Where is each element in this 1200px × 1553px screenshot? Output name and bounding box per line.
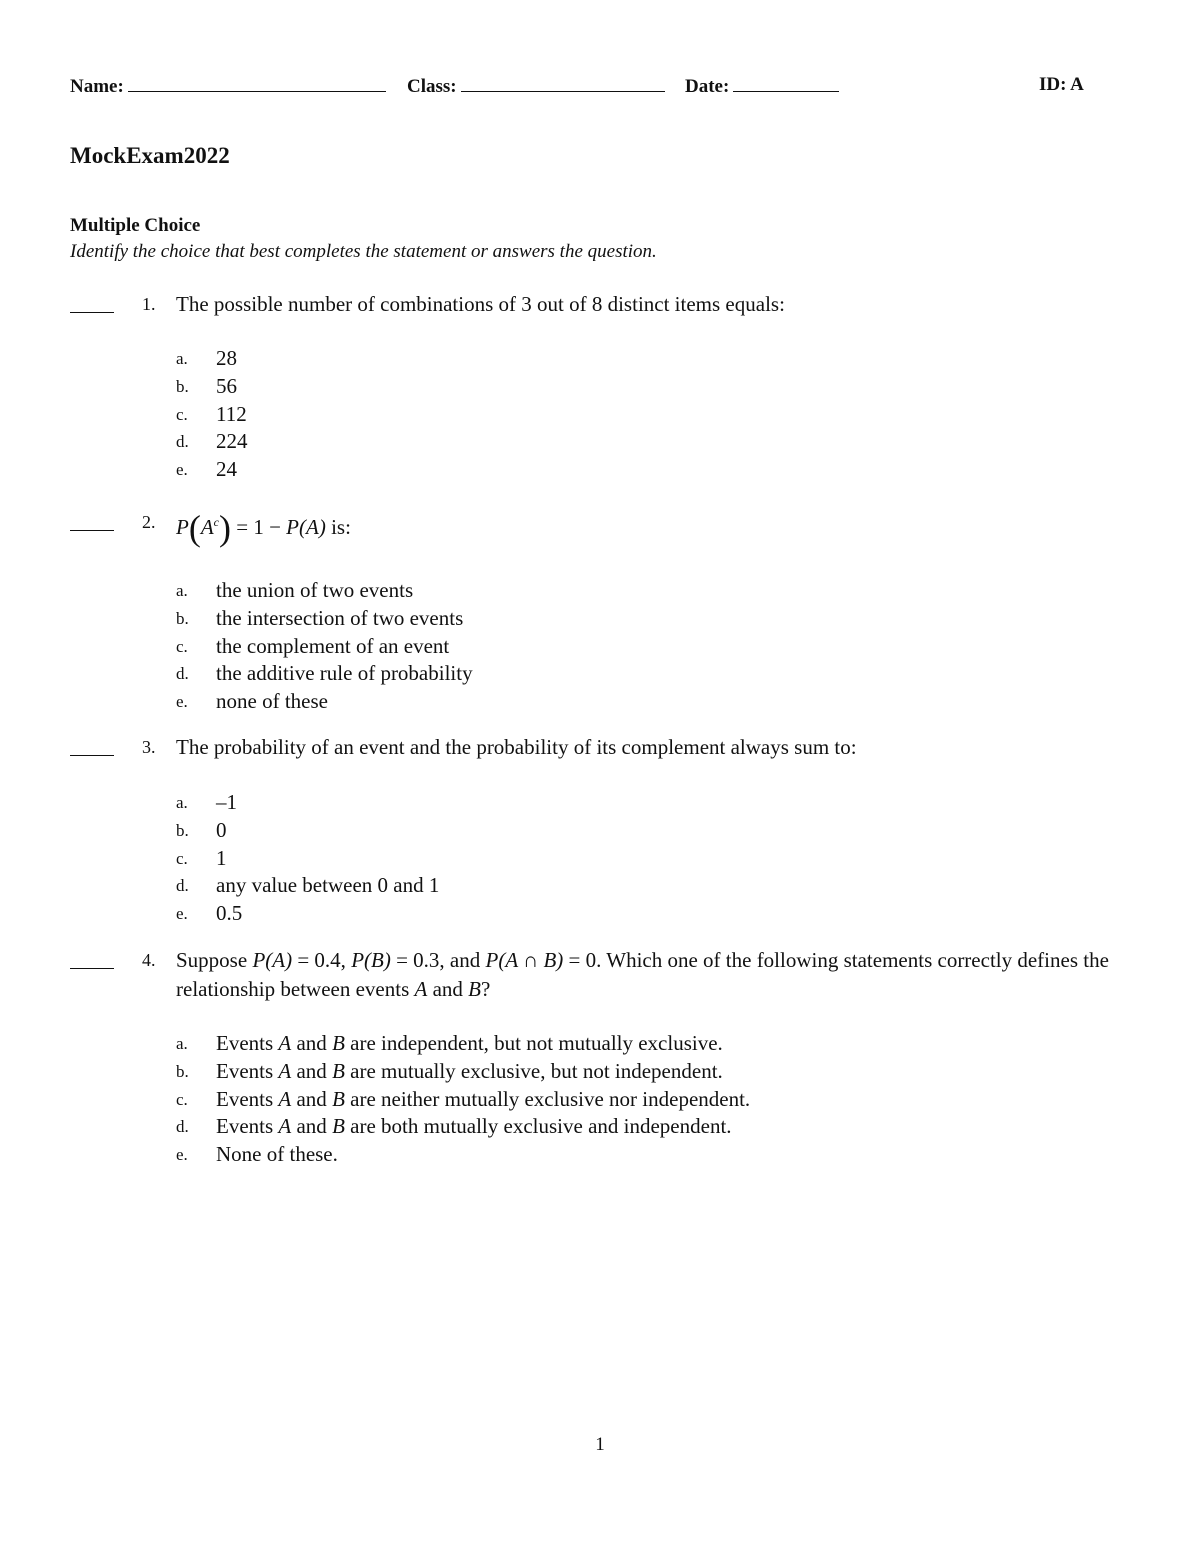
answer-blank[interactable] bbox=[70, 530, 114, 531]
question-number: 4. bbox=[142, 950, 156, 970]
choice-letter: d. bbox=[176, 876, 189, 896]
choice-letter: e. bbox=[176, 692, 188, 712]
choice-text: Events A and B are neither mutually exclusive nor independent. bbox=[216, 1086, 751, 1111]
exam-title: MockExam2022 bbox=[70, 143, 230, 168]
choice-text: Events A and B are both mutually exclusive and independent. bbox=[216, 1114, 732, 1139]
choice-letter: c. bbox=[176, 404, 188, 424]
class-blank[interactable] bbox=[461, 74, 665, 92]
question-number: 1. bbox=[142, 294, 156, 314]
section-title: Multiple Choice bbox=[70, 215, 201, 236]
exam-id: ID: A bbox=[1039, 74, 1084, 95]
choice-letter: d. bbox=[176, 432, 189, 452]
question-number: 3. bbox=[142, 737, 156, 757]
question-text: The probability of an event and the probability of its complement always sum to: bbox=[176, 735, 857, 759]
choice-letter: e. bbox=[176, 1145, 188, 1165]
choice-text: 28 bbox=[216, 346, 237, 370]
choice-text: 0.5 bbox=[216, 901, 243, 926]
choice-letter: a. bbox=[176, 1034, 188, 1053]
choice-text: 112 bbox=[216, 401, 247, 426]
choice-letter: d. bbox=[176, 1117, 189, 1137]
choice-text: 24 bbox=[216, 457, 237, 482]
question-2 bbox=[70, 508, 1130, 714]
choice-text: 1 bbox=[216, 845, 227, 870]
choice-text: Events A and B are independent, but not mutually exclusive. bbox=[216, 1031, 723, 1055]
class-field[interactable] bbox=[407, 74, 665, 98]
section-instructions: Identify the choice that best completes the statement or answers the question. bbox=[70, 241, 657, 262]
name-label: Name: bbox=[70, 76, 124, 97]
choice-text: the complement of an event bbox=[216, 633, 450, 658]
choice-text: any value between 0 and 1 bbox=[216, 873, 440, 898]
choice-letter: a. bbox=[176, 581, 188, 600]
choice-text: none of these bbox=[216, 689, 328, 714]
choice-text: None of these. bbox=[216, 1142, 338, 1167]
choice-letter: e. bbox=[176, 460, 188, 480]
choice-text: 56 bbox=[216, 373, 237, 398]
question-number: 2. bbox=[142, 512, 156, 532]
choice-letter: c. bbox=[176, 1089, 188, 1109]
answer-blank[interactable] bbox=[70, 968, 114, 969]
class-label: Class: bbox=[407, 76, 457, 97]
choice-letter: c. bbox=[176, 848, 188, 868]
choice-text: the intersection of two events bbox=[216, 605, 464, 630]
date-field[interactable] bbox=[685, 74, 839, 98]
choice-text: –1 bbox=[216, 790, 237, 814]
choice-letter: b. bbox=[176, 376, 189, 396]
name-blank[interactable] bbox=[128, 74, 386, 92]
question-4 bbox=[70, 946, 1130, 1167]
choice-text: 224 bbox=[216, 429, 248, 454]
choice-letter: b. bbox=[176, 608, 189, 628]
choice-text: 0 bbox=[216, 817, 227, 842]
name-field[interactable] bbox=[70, 74, 386, 98]
choice-text: the additive rule of probability bbox=[216, 661, 473, 686]
choice-letter: e. bbox=[176, 904, 188, 924]
question-formula: $P(A^c) = 1 - P(A)$ is: bbox=[176, 508, 351, 548]
question-1 bbox=[70, 290, 1130, 482]
choice-letter: a. bbox=[176, 349, 188, 368]
choice-text: the union of two events bbox=[216, 578, 414, 602]
page-number: 1 bbox=[595, 1434, 605, 1455]
choice-text: Events A and B are mutually exclusive, but not independent. bbox=[216, 1058, 723, 1083]
answer-blank[interactable] bbox=[70, 312, 114, 313]
question-text: Suppose P(A) = 0.4, P(B) = 0.3, and P(A ∩ B) = 0. Which one of the following statements correctly defines the relationship between events A and B? bbox=[176, 948, 1109, 1001]
choice-letter: a. bbox=[176, 793, 188, 812]
choice-letter: b. bbox=[176, 1061, 189, 1081]
question-3 bbox=[70, 733, 1130, 926]
question-text: The possible number of combinations of 3 out of 8 distinct items equals: bbox=[176, 292, 785, 316]
choice-letter: b. bbox=[176, 820, 189, 840]
date-label: Date: bbox=[685, 76, 730, 97]
date-blank[interactable] bbox=[733, 74, 839, 92]
answer-blank[interactable] bbox=[70, 755, 114, 756]
choice-letter: d. bbox=[176, 664, 189, 684]
choice-letter: c. bbox=[176, 636, 188, 656]
